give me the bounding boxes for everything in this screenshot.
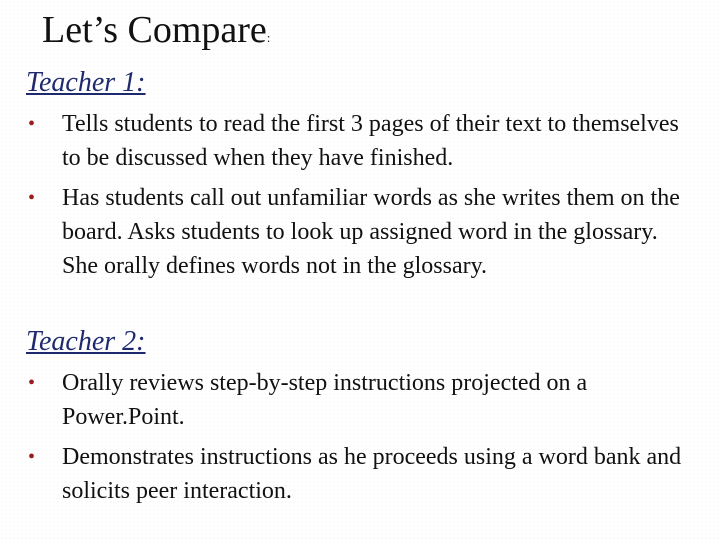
bullet-item bbox=[26, 181, 694, 283]
section-heading-teacher-1: Teacher 1: bbox=[26, 67, 146, 98]
bullet-list-teacher-2 bbox=[26, 366, 694, 514]
bullet-marker: • bbox=[28, 113, 36, 135]
bullet-text: Tells students to read the first 3 pages of their text to themselves to be discussed when they have finished. bbox=[62, 111, 679, 171]
bullet-text: Demonstrates instructions as he proceeds using a word bank and solicits peer interaction. bbox=[62, 444, 682, 504]
bullet-marker: • bbox=[28, 187, 36, 209]
bullet-marker: • bbox=[28, 446, 36, 468]
bullet-item bbox=[26, 366, 694, 434]
bullet-item bbox=[26, 107, 694, 175]
bullet-item bbox=[26, 440, 694, 508]
bullet-text: Has students call out unfamiliar words as she writes them on the board. Asks students to look up assigned word in the glossary. She orally defines words not in the glossary. bbox=[62, 185, 680, 279]
slide-title-colon: : bbox=[266, 30, 271, 45]
slide-title-text: Let’s Compare bbox=[42, 9, 267, 51]
slide-title bbox=[42, 8, 270, 60]
section-heading-teacher-2: Teacher 2: bbox=[26, 326, 146, 357]
bullet-marker: • bbox=[28, 372, 36, 394]
bullet-text: Orally reviews step-by-step instructions projected on a Power.Point. bbox=[62, 370, 588, 430]
bullet-list-teacher-1 bbox=[26, 107, 694, 289]
